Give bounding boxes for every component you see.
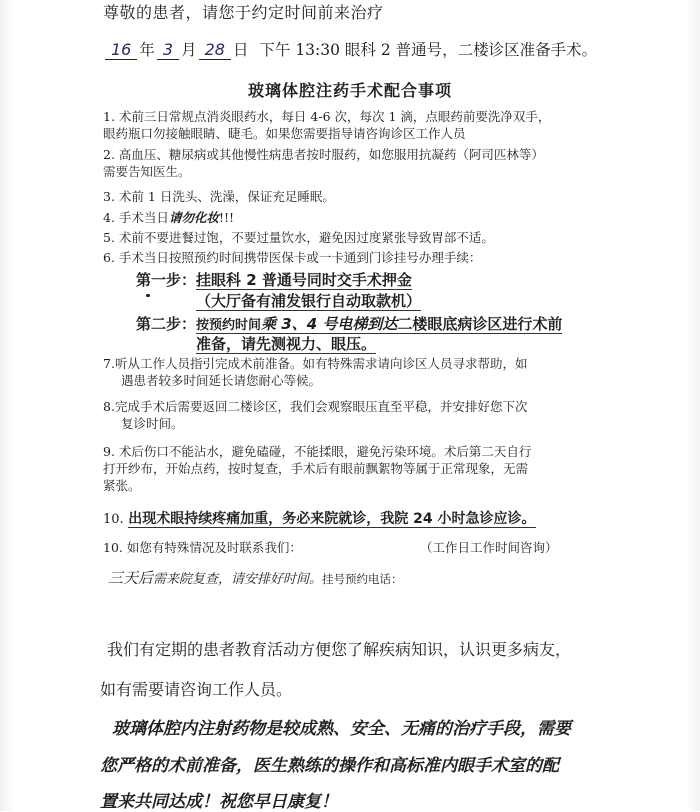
greeting: 尊敬的患者，请您于约定时间前来治疗: [103, 3, 384, 22]
step-text-part: 二楼眼底病诊区进行术前: [397, 315, 563, 333]
item-text: 术前不要进餐过饱，不要过量饮水，避免因过度紧张导致胃部不适。: [118, 230, 494, 245]
item-text: 手术当日按照预约时间携带医保卡或一卡通到门诊挂号办理手续：: [118, 250, 482, 265]
item-number: 8.: [103, 399, 115, 414]
item-text: 遇患者较多时间延长请您耐心等候。: [121, 373, 322, 388]
step-text-part: 按预约时间: [196, 318, 262, 333]
slogan-line-3: 置来共同达成！祝您早日康复！: [100, 792, 338, 812]
closing-line-2: 如有需要请咨询工作人员。: [100, 680, 293, 699]
list-item: [103, 355, 527, 389]
handwritten-month: 3: [157, 40, 179, 60]
item-text: 复诊时间。: [121, 416, 184, 431]
item-text: 手术当日: [118, 210, 169, 225]
contact-line: [103, 539, 302, 556]
step-text: 挂眼科 2 普通号同时交手术押金: [196, 271, 412, 289]
month-suffix: 月: [181, 41, 197, 59]
item-emphasis: 请勿化妆: [168, 210, 219, 225]
ink-dot: [146, 294, 150, 297]
step-label: 第一步：: [136, 271, 197, 289]
followup-line: [108, 567, 403, 588]
list-item: [103, 188, 335, 205]
document-title: 玻璃体腔注药手术配合事项: [247, 81, 452, 100]
appointment-detail: 下午 13:30 眼科 2 普通号，二楼诊区准备手术。: [259, 41, 598, 59]
item-text: 完成手术后需要返回二楼诊区，我们会观察眼压直至平稳，并安排好您下次: [114, 399, 528, 414]
item-number: 5.: [103, 230, 115, 245]
item-number: 10.: [103, 540, 123, 555]
item-text: 打开纱布，开始点药，按时复查，手术后有眼前飘絮物等属于正常现象，无需: [103, 461, 529, 476]
slogan-line-2: 您严格的术前准备，医生熟练的操作和高标准内眼手术室的配: [100, 756, 559, 776]
item-text: 听从工作人员指引完成术前准备。如有特殊需求请向诊区人员寻求帮助，如: [114, 356, 528, 371]
step-label: 第二步：: [136, 315, 197, 333]
step-one-note: [196, 290, 421, 311]
slogan-line-1: 玻璃体腔内注射药物是较成熟、安全、无痛的治疗手段，需要: [112, 719, 571, 739]
list-item: [103, 229, 494, 246]
day-suffix: 日: [232, 41, 249, 59]
item-text: 术前三日常规点消炎眼药水，每日 4-6 次，每次 1 滴，点眼药前要洗净双手，: [118, 109, 551, 124]
step-subtext: （大厅备有浦发银行自动取款机）: [196, 292, 422, 310]
item-number: 7.: [103, 356, 115, 371]
list-item: [103, 249, 481, 266]
item-number: 10.: [103, 512, 124, 527]
item-text: 高血压、糖尿病或其他慢性病患者按时服药，如您服用抗凝药（阿司匹林等）: [118, 147, 544, 162]
item-text: !!!: [218, 210, 235, 225]
item-text: 需要告知医生。: [103, 164, 191, 179]
warning-line: [103, 508, 536, 528]
item-number: 4.: [103, 210, 115, 225]
contact-hours: （工作日工作时间咨询）: [420, 540, 558, 555]
step-two: [136, 313, 562, 334]
step-emphasis: 乘 3、4 号电梯到达: [261, 315, 398, 333]
handwritten-year: 16: [105, 40, 137, 60]
followup-text: 需来院复查，请安排好时间。: [153, 572, 323, 587]
closing-line-1: 我们有定期的患者教育活动方便您了解疾病知识，认识更多病友，: [107, 640, 572, 659]
followup-emphasis: 三天后: [108, 569, 154, 587]
handwritten-day: 28: [199, 40, 231, 60]
step-text: [196, 315, 562, 334]
contact-text: 如您有特殊情况及时联系我们：: [126, 540, 302, 555]
followup-phone-label: 挂号预约电话：: [322, 572, 403, 586]
item-text: 术前 1 日洗头、洗澡，保证充足睡眠。: [118, 189, 335, 204]
list-item: [103, 108, 550, 142]
step-two-line2: [196, 333, 376, 354]
list-item: [103, 398, 527, 432]
list-item: [103, 209, 234, 226]
appointment-line: [103, 38, 597, 60]
list-item: [103, 443, 531, 494]
item-number: 2.: [103, 147, 115, 162]
step-one: [136, 269, 412, 290]
item-number: 9.: [103, 444, 115, 459]
item-text: 术后伤口不能沾水，避免磕碰，不能揉眼，避免污染环境。术后第二天自行: [118, 444, 532, 459]
item-number: 3.: [103, 189, 115, 204]
item-text: 眼药瓶口勿接触眼睛、睫毛。如果您需要指导请咨询诊区工作人员: [103, 126, 466, 141]
item-number: 6.: [103, 250, 115, 265]
warning-text: 出现术眼持续疼痛加重，务必来院就诊，我院 24 小时急诊应诊。: [128, 511, 536, 527]
item-number: 1.: [103, 109, 115, 124]
year-suffix: 年: [139, 41, 155, 59]
item-text: 紧张。: [103, 478, 141, 493]
step-text: 准备，请先测视力、眼压。: [196, 335, 377, 353]
list-item: [103, 146, 544, 180]
